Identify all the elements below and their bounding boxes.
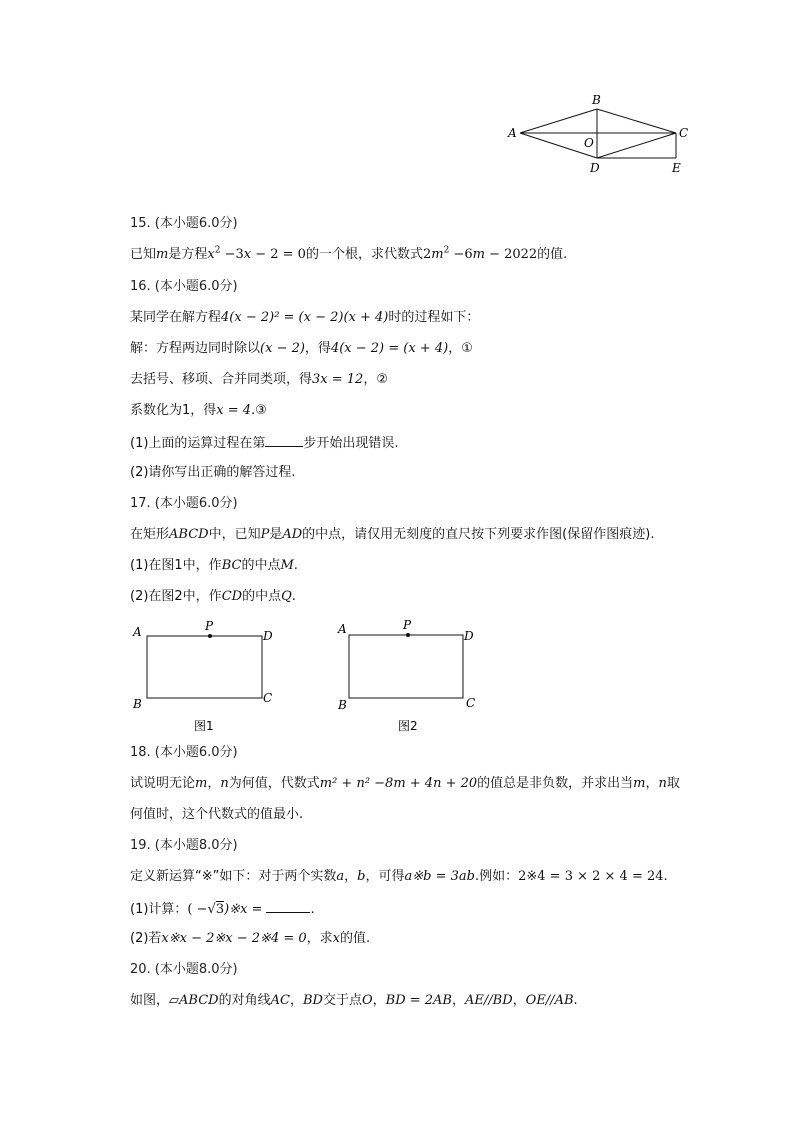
math: P [260, 527, 270, 542]
math: ( − [187, 902, 208, 917]
q17-header: 17. (本小题6.0分) [130, 496, 238, 511]
math: 4(x − 2) = (x + 4) [330, 341, 449, 356]
text: ，求 [306, 931, 333, 946]
q16-part1 [130, 433, 399, 453]
math: n [220, 776, 229, 791]
text: 中，已知 [208, 527, 261, 542]
fig1-D: D [263, 629, 273, 643]
text: ， [344, 869, 358, 884]
math: x [332, 931, 341, 946]
math: x [207, 247, 215, 262]
rectangle-figure-2 [332, 618, 492, 738]
text: (1)上面的运算过程在第 [130, 436, 266, 451]
math: m [195, 776, 208, 791]
math: )※x = [224, 902, 263, 917]
math: x [243, 247, 252, 262]
text: 时的过程如下： [388, 310, 480, 325]
fig1-A: A [133, 625, 142, 639]
math: x※x − 2※x − 2※4 = 0 [161, 931, 307, 946]
label-O: O [584, 136, 594, 150]
label-D: D [590, 161, 600, 175]
math: n [658, 776, 667, 791]
text: 为何值，代数式 [228, 776, 320, 791]
math: a※b = 3ab [404, 869, 475, 884]
label-E: E [672, 161, 681, 175]
math: Q [281, 589, 292, 604]
math: CD [221, 589, 243, 604]
text: 的中点 [241, 558, 281, 573]
text: 某同学在解方程 [130, 310, 222, 325]
text: (1)计算： [130, 902, 188, 917]
q19-line1 [130, 868, 668, 886]
q19-part2 [130, 930, 370, 948]
math: O [361, 993, 373, 1008]
text: 解：方程两边同时除以 [130, 341, 261, 356]
q19-header: 19. (本小题8.0分) [130, 838, 238, 853]
text: (1)在图1中，作 [130, 558, 222, 573]
q16-step1 [130, 340, 473, 358]
math: ABCD [169, 527, 209, 542]
text: 取 [666, 776, 680, 791]
math: (x − 2) [260, 341, 305, 356]
text: 已知 [130, 247, 157, 262]
text: 的值. [340, 931, 371, 946]
math: BC [221, 558, 242, 573]
fig2-A: A [338, 622, 347, 636]
text: ，得 [304, 341, 331, 356]
math: −6 [449, 247, 473, 262]
text: (2)若 [130, 931, 162, 946]
math: BD [302, 993, 323, 1008]
math: 2 [422, 247, 432, 262]
q18-line2: 何值时，这个代数式的值最小. [130, 807, 304, 822]
fig1-caption: 图1 [194, 719, 214, 733]
text: . [291, 589, 296, 604]
q18-line1 [130, 775, 680, 793]
math: m [633, 776, 646, 791]
text: ， [645, 776, 659, 791]
q19-part1: (1)计算：( −√3)※x = . [130, 899, 315, 919]
text: 是 [269, 527, 283, 542]
text: ，① [448, 341, 473, 356]
label-C: C [679, 126, 689, 140]
math: − 2 = 0 [251, 247, 306, 262]
math: m [156, 247, 169, 262]
q18-header: 18. (本小题6.0分) [130, 745, 238, 760]
fig2-B: B [338, 698, 347, 712]
math: 3 [215, 902, 225, 917]
math: m² + n² −8m + 4n + 20 [319, 776, 478, 791]
q16-step3 [130, 402, 267, 420]
math: x = 4 [216, 403, 252, 418]
math: AC [270, 993, 290, 1008]
text: 步开始出现错误. [303, 436, 399, 451]
fig1-C: C [263, 691, 273, 705]
text: . [293, 558, 298, 573]
text: 定义新运算“※”如下：对于两个实数 [130, 869, 337, 884]
q16-intro [130, 309, 479, 327]
math: m [472, 247, 485, 262]
text: . [663, 869, 668, 884]
rectangle-figure-1 [130, 618, 290, 738]
q20-header: 20. (本小题8.0分) [130, 962, 238, 977]
q17-part2 [130, 588, 296, 606]
q17-part1 [130, 557, 298, 575]
text: ， [452, 993, 466, 1008]
math: AE//BD [465, 993, 513, 1008]
math: ABCD [179, 993, 219, 1008]
q15-header: 15. (本小题6.0分) [130, 216, 238, 231]
text: .例如： [474, 869, 519, 884]
math: −3 [220, 247, 244, 262]
label-A: A [508, 126, 517, 140]
text: ， [372, 993, 386, 1008]
math: 2※4 = 3 × 2 × 4 = 24 [518, 869, 664, 884]
q16-step2 [130, 371, 388, 389]
fig2-caption: 图2 [398, 719, 418, 733]
text: 去括号、移项、合并同类项，得 [130, 372, 313, 387]
q17-text [130, 526, 654, 544]
text: . [573, 993, 578, 1008]
fig1-B: B [133, 697, 142, 711]
label-B: B [592, 93, 601, 107]
text: 的中点 [242, 589, 282, 604]
math: 3x = 12 [312, 372, 364, 387]
q15-text: 已知m是方程$x^2 -3x - 2 = 0$的一个根，求代数式$2m^2 -6m - 2022$的值. [130, 245, 568, 262]
text: . [310, 902, 315, 917]
text: 的一个根，求代数式 [305, 247, 423, 262]
text: ， [207, 776, 221, 791]
math: AD [282, 527, 303, 542]
text: 系数化为1，得 [130, 403, 217, 418]
text: ，② [363, 372, 388, 387]
math: 4(x − 2)² = (x − 2)(x + 4) [221, 310, 389, 325]
text: ， [289, 993, 303, 1008]
fig2-P: P [403, 618, 412, 632]
q20-line1 [130, 992, 578, 1010]
answer-blank[interactable] [266, 899, 310, 913]
math: BD = 2AB [385, 993, 452, 1008]
math: M [280, 558, 294, 573]
q16-header: 16. (本小题6.0分) [130, 279, 238, 294]
text: 如图， [130, 993, 170, 1008]
fig2-C: C [466, 696, 476, 710]
text: .③ [251, 403, 267, 418]
math: − 2022 [484, 247, 538, 262]
math: b [357, 869, 366, 884]
text: 是方程 [168, 247, 208, 262]
answer-blank[interactable] [265, 433, 303, 447]
fig1-P: P [205, 619, 214, 633]
fig2-D: D [464, 629, 474, 643]
text: ， [512, 993, 526, 1008]
parallelogram-icon: ▱ [169, 993, 180, 1008]
text: ，可得 [365, 869, 405, 884]
text: 的值总是非负数，并求出当 [477, 776, 634, 791]
q16-part2: (2)请你写出正确的解答过程. [130, 465, 296, 480]
text: (2)在图2中，作 [130, 589, 222, 604]
text: 的对角线 [218, 993, 271, 1008]
rhombus-figure [500, 90, 700, 182]
text: 的值. [537, 247, 568, 262]
math: a [336, 869, 345, 884]
text: 的中点，请仅用无刻度的直尺按下列要求作图(保留作图痕迹). [302, 527, 655, 542]
text: 交于点 [322, 993, 362, 1008]
text: 试说明无论 [130, 776, 196, 791]
math: m [431, 247, 444, 262]
text: 在矩形 [130, 527, 170, 542]
math: OE//AB [525, 993, 574, 1008]
